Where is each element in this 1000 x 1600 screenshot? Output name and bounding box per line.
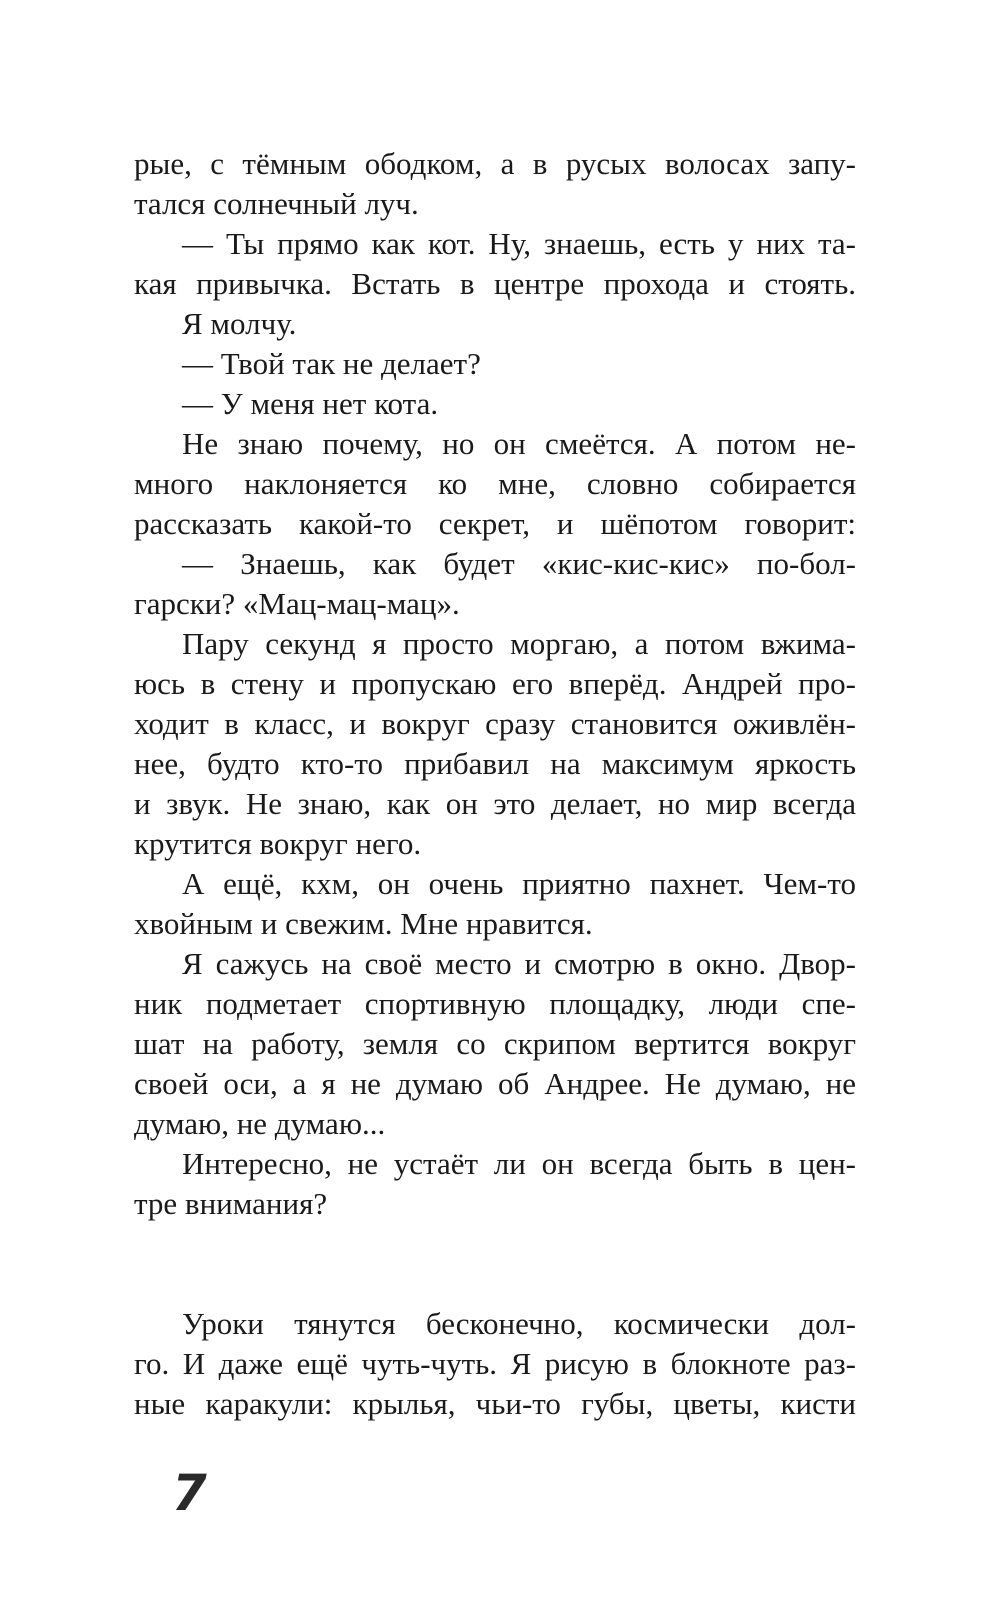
text-line: Интересно, не устаёт ли он всегда быть в цен- bbox=[182, 1146, 856, 1181]
page-number: 7 bbox=[172, 1464, 207, 1522]
text-line: — У меня нет кота. bbox=[182, 386, 439, 421]
section-break bbox=[134, 1224, 856, 1304]
text-line: рассказать какой-то секрет, и шёпотом говорит: bbox=[134, 506, 856, 541]
text-line: крутится вокруг него. bbox=[134, 826, 422, 861]
text-line: ные каракули: крылья, чьи-то губы, цветы, кисти bbox=[134, 1386, 856, 1421]
text-line: гарски? «Мац-мац-мац». bbox=[134, 586, 460, 621]
text-line: Не знаю почему, но он смеётся. А потом не- bbox=[182, 426, 856, 461]
text-line: ник подметает спортивную площадку, люди спе- bbox=[134, 986, 856, 1021]
text-line: шат на работу, земля со скрипом вертится вокруг bbox=[134, 1026, 856, 1061]
text-line: тался солнечный луч. bbox=[134, 186, 419, 221]
text-line: много наклоняется ко мне, словно собирается bbox=[134, 466, 856, 501]
page-body bbox=[134, 144, 856, 1424]
text-line: думаю, не думаю... bbox=[134, 1106, 386, 1141]
text-line: рые, с тёмным ободком, а в русых волосах запу- bbox=[134, 146, 856, 181]
text-line: — Ты прямо как кот. Ну, знаешь, есть у них та- bbox=[182, 226, 856, 261]
text-line: — Знаешь, как будет «кис-кис-кис» по-бол- bbox=[182, 546, 856, 581]
text-line: кая привычка. Встать в центре прохода и стоять. bbox=[134, 266, 856, 301]
text-line: Пару секунд я просто моргаю, а потом вжима- bbox=[182, 626, 856, 661]
text-line: и звук. Не знаю, как он это делает, но мир всегда bbox=[134, 786, 856, 821]
text-line: Я сажусь на своё место и смотрю в окно. Двор- bbox=[182, 946, 856, 981]
text-line: своей оси, а я не думаю об Андрее. Не думаю, не bbox=[134, 1066, 856, 1101]
text-line: го. И даже ещё чуть-чуть. Я рисую в блокноте раз- bbox=[134, 1346, 856, 1381]
text-line: ходит в класс, и вокруг сразу становится оживлён- bbox=[134, 706, 856, 741]
text-line: юсь в стену и пропускаю его вперёд. Андрей про- bbox=[134, 666, 856, 701]
text-line: нее, будто кто-то прибавил на максимум яркость bbox=[134, 746, 856, 781]
text-line: А ещё, кхм, он очень приятно пахнет. Чем-то bbox=[182, 866, 856, 901]
text-line: — Твой так не делает? bbox=[182, 346, 481, 381]
text-line: Уроки тянутся бесконечно, космически дол- bbox=[182, 1306, 856, 1341]
text-line: хвойным и свежим. Мне нравится. bbox=[134, 906, 593, 941]
text-line: Я молчу. bbox=[182, 306, 297, 341]
text-line: тре внимания? bbox=[134, 1186, 328, 1221]
